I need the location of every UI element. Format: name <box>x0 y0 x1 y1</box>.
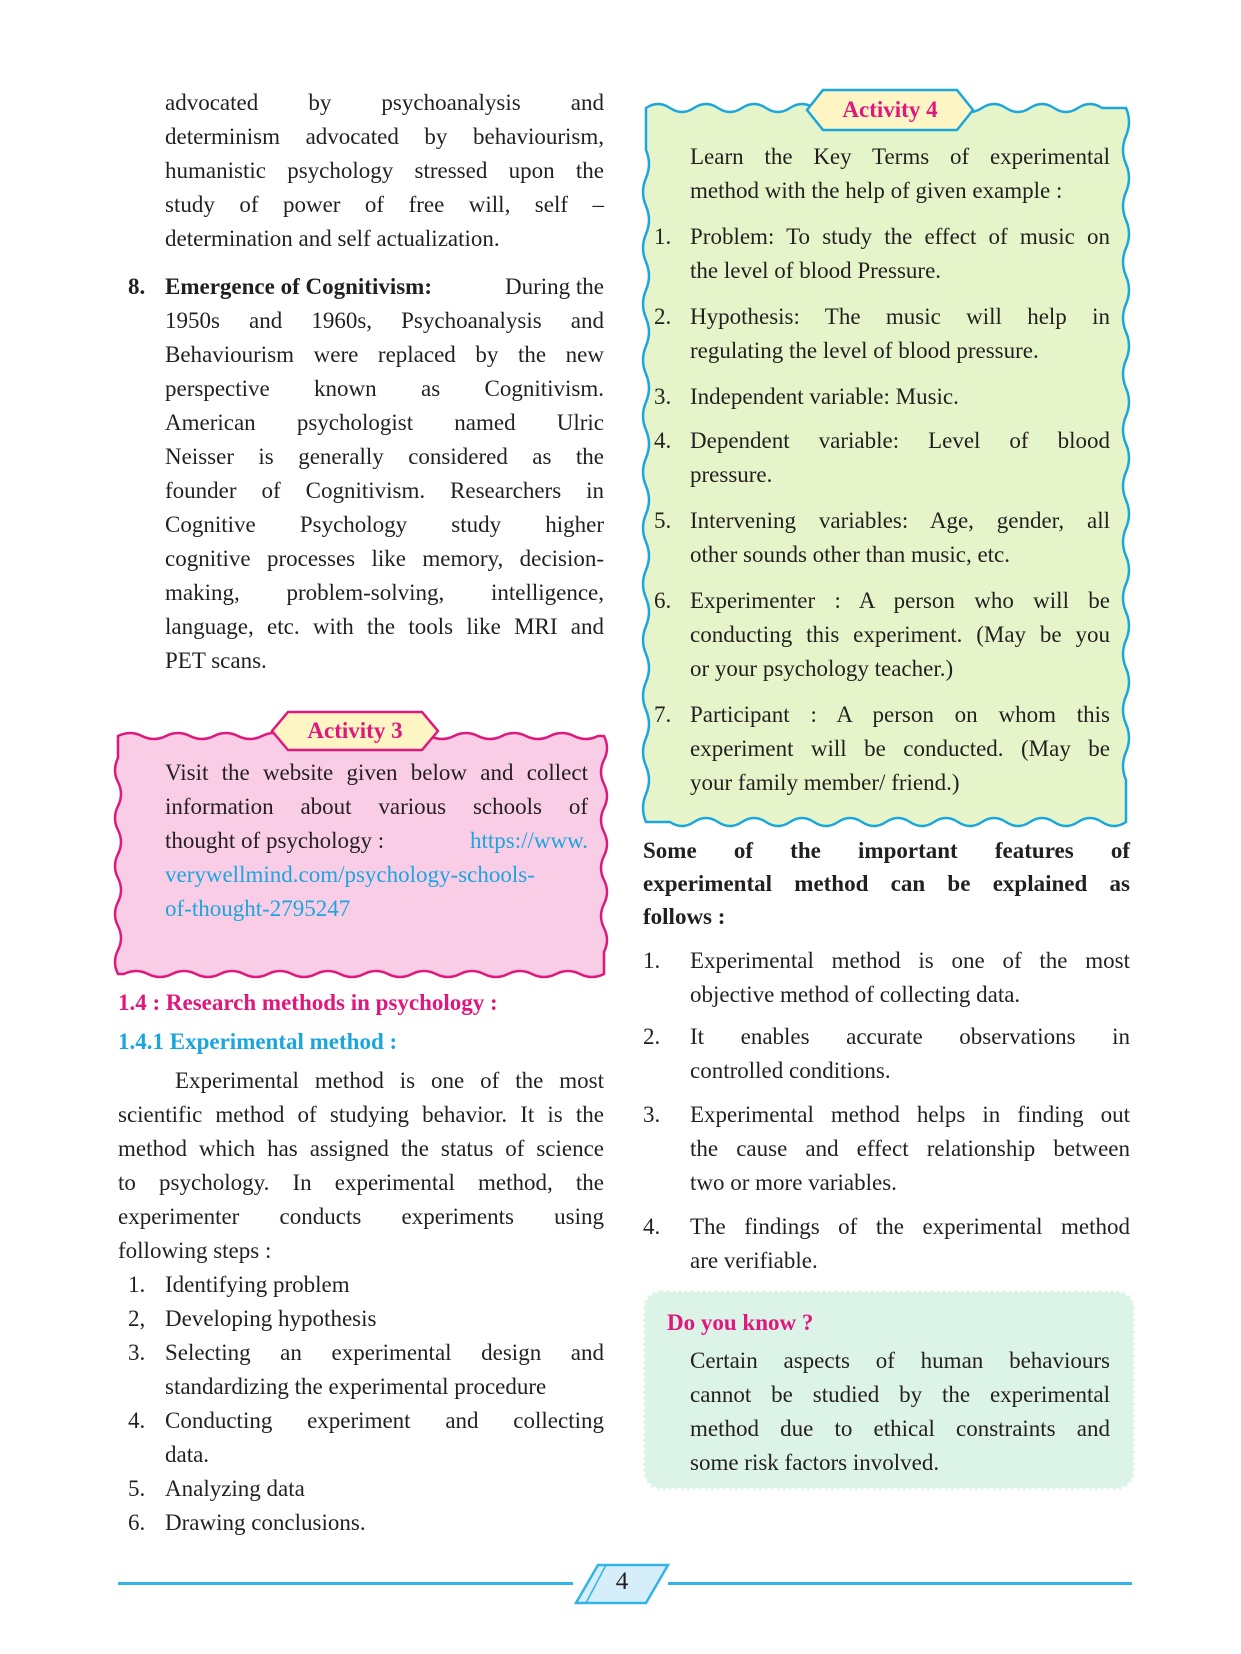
item-number: 8. <box>128 274 146 299</box>
item-text: Independent variable: Music. <box>690 384 959 409</box>
text-line: Neisser is generally considered as the <box>165 444 604 469</box>
item-text: Participant : A person on whom this <box>690 702 1110 727</box>
text-line: scientific method of studying behavior. It is the <box>118 1102 604 1127</box>
item-text: Hypothesis: The music will help in <box>690 304 1110 329</box>
text-line: cannot be studied by the experimental <box>690 1382 1110 1407</box>
item-text: or your psychology teacher.) <box>690 656 954 681</box>
text-line: perspective known as Cognitivism. <box>165 376 604 401</box>
activity-4-label: Activity 4 <box>842 97 938 122</box>
item-title: Emergence of Cognitivism: <box>165 274 432 299</box>
text-line: Learn the Key Terms of experimental <box>690 144 1110 169</box>
step-text: Selecting an experimental design and <box>165 1340 604 1365</box>
text-line: follows : <box>643 904 726 929</box>
feature-number: 1. <box>643 948 661 973</box>
text-line-with-link <box>165 826 588 856</box>
step-number: 5. <box>128 1476 146 1501</box>
item-text: Intervening variables: Age, gender, all <box>690 508 1110 533</box>
text-line: following steps : <box>118 1238 272 1263</box>
item-number: 6. <box>654 588 672 613</box>
feature-text: the cause and effect relationship between <box>690 1136 1130 1161</box>
item-number: 3. <box>654 384 672 409</box>
text-line: Cognitive Psychology study higher <box>165 512 604 537</box>
text-line: method with the help of given example : <box>690 178 1063 203</box>
feature-number: 4. <box>643 1214 661 1239</box>
website-link[interactable]: verywellmind.com/psychology-schools- <box>165 862 535 887</box>
did-you-know-title: Do you know ? <box>667 1310 814 1335</box>
item-text: the level of blood Pressure. <box>690 258 942 283</box>
feature-number: 2. <box>643 1024 661 1049</box>
feature-text: Experimental method helps in finding out <box>690 1102 1130 1127</box>
step-number: 4. <box>128 1408 146 1433</box>
footer-rule-left <box>118 1582 573 1585</box>
item-number: 5. <box>654 508 672 533</box>
item-text: Problem: To study the effect of music on <box>690 224 1110 249</box>
text-line: Experimental method is one of the most <box>175 1068 604 1093</box>
feature-text: Experimental method is one of the most <box>690 948 1130 973</box>
item-text: conducting this experiment. (May be you <box>690 622 1110 647</box>
text-line: 1950s and 1960s, Psychoanalysis and <box>165 308 604 333</box>
step-number: 6. <box>128 1510 146 1535</box>
text-line: founder of Cognitivism. Researchers in <box>165 478 604 503</box>
text-line: determinism advocated by behaviourism, <box>165 124 604 149</box>
section-heading: 1.4 : Research methods in psychology : <box>118 990 498 1015</box>
step-text: Analyzing data <box>165 1476 305 1501</box>
text-line: Behaviourism were replaced by the new <box>165 342 604 367</box>
feature-text: two or more variables. <box>690 1170 897 1195</box>
footer-rule-right <box>668 1582 1132 1585</box>
step-number: 2, <box>128 1306 146 1331</box>
text-line: humanistic psychology stressed upon the <box>165 158 604 183</box>
text-line: experimenter conducts experiments using <box>118 1204 604 1229</box>
item-number: 4. <box>654 428 672 453</box>
step-number: 3. <box>128 1340 146 1365</box>
step-text: Drawing conclusions. <box>165 1510 366 1535</box>
text-line: Some of the important features of <box>643 838 1130 863</box>
step-text: data. <box>165 1442 210 1467</box>
step-text: Developing hypothesis <box>165 1306 377 1331</box>
item-text: regulating the level of blood pressure. <box>690 338 1039 363</box>
item-text: Experimenter : A person who will be <box>690 588 1110 613</box>
item-text: Dependent variable: Level of blood <box>690 428 1110 453</box>
feature-text: are verifiable. <box>690 1248 818 1273</box>
text-line: During the <box>504 274 604 299</box>
text-line: language, etc. with the tools like MRI and <box>165 614 604 639</box>
text-line: advocated by psychoanalysis and <box>165 90 604 115</box>
page-number: 4 <box>615 1568 629 1595</box>
item-text: experiment will be conducted. (May be <box>690 736 1110 761</box>
step-text: Conducting experiment and collecting <box>165 1408 604 1433</box>
text-line: experimental method can be explained as <box>643 871 1130 896</box>
text-line: PET scans. <box>165 648 267 673</box>
text-line: some risk factors involved. <box>690 1450 940 1475</box>
text-line: determination and self actualization. <box>165 226 500 251</box>
feature-text: The findings of the experimental method <box>690 1214 1130 1239</box>
text-line: American psychologist named Ulric <box>165 410 604 435</box>
feature-text: objective method of collecting data. <box>690 982 1021 1007</box>
feature-text: It enables accurate observations in <box>690 1024 1130 1049</box>
step-number: 1. <box>128 1272 146 1297</box>
subsection-heading: 1.4.1 Experimental method : <box>118 1029 398 1054</box>
text-line: information about various schools of <box>165 794 588 819</box>
item-text: other sounds other than music, etc. <box>690 542 1011 567</box>
feature-text: controlled conditions. <box>690 1058 891 1083</box>
website-link[interactable]: of-thought-2795247 <box>165 896 351 921</box>
text-segment: thought of psychology : <box>165 828 385 853</box>
text-line: method which has assigned the status of science <box>118 1136 604 1161</box>
text-line: Visit the website given below and collect <box>165 760 588 785</box>
item-number: 1. <box>654 224 672 249</box>
text-line: method due to ethical constraints and <box>690 1416 1110 1441</box>
item-first-line <box>165 272 604 302</box>
item-text: pressure. <box>690 462 773 487</box>
text-line: to psychology. In experimental method, the <box>118 1170 604 1195</box>
feature-number: 3. <box>643 1102 661 1127</box>
item-number: 2. <box>654 304 672 329</box>
website-link[interactable]: https://www. <box>470 828 588 853</box>
text-line: Certain aspects of human behaviours <box>690 1348 1110 1373</box>
item-text: your family member/ friend.) <box>690 770 960 795</box>
activity-3-label: Activity 3 <box>307 718 403 743</box>
text-line: cognitive processes like memory, decision- <box>165 546 604 571</box>
item-number: 7. <box>654 702 672 727</box>
step-text: Identifying problem <box>165 1272 350 1297</box>
text-line: making, problem-solving, intelligence, <box>165 580 604 605</box>
step-text: standardizing the experimental procedure <box>165 1374 547 1399</box>
text-line: study of power of free will, self – <box>165 192 604 217</box>
